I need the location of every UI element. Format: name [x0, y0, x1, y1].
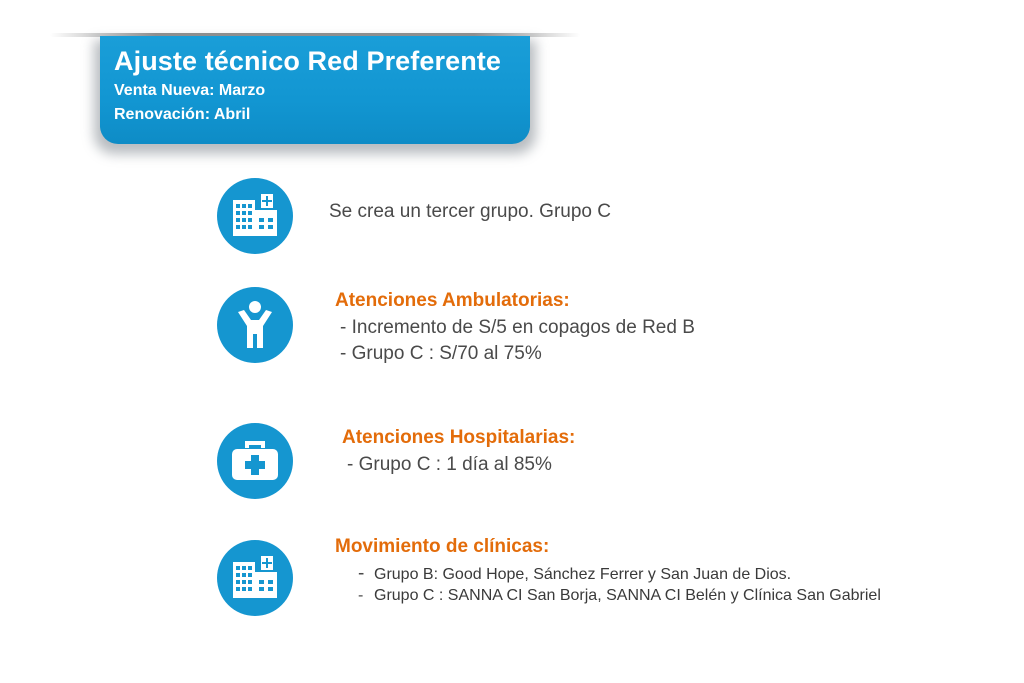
item-2-heading: Atenciones Ambulatorias:: [335, 290, 570, 311]
item-4-bullet-1: [358, 563, 791, 585]
item-4-bullet-2: [358, 587, 881, 605]
bullet-dash: -: [358, 563, 365, 584]
item-4-bullet-1-text: Grupo B: Good Hope, Sánchez Ferrer y San Juan de Dios.: [374, 566, 792, 583]
item-3-heading: Atenciones Hospitalarias:: [342, 427, 576, 448]
hospital-building-icon: [217, 540, 293, 616]
page-title: Ajuste técnico Red Preferente: [114, 46, 502, 76]
title-banner: [100, 36, 530, 144]
item-4-heading: Movimiento de clínicas:: [335, 536, 550, 557]
subtitle-sale: Venta Nueva: Marzo: [114, 82, 266, 99]
medical-kit-icon: [217, 423, 293, 499]
item-4-bullet-2-text: Grupo C : SANNA CI San Borja, SANNA CI Belén y Clínica San Gabriel: [374, 587, 881, 604]
subtitle-renewal: Renovación: Abril: [114, 106, 251, 123]
item-2-bullet-1: - Incremento de S/5 en copagos de Red B: [340, 317, 695, 338]
item-3-bullet-1: - Grupo C : 1 día al 85%: [347, 454, 552, 475]
person-icon: [217, 287, 293, 363]
hospital-building-icon: [217, 178, 293, 254]
bullet-dash: -: [358, 587, 364, 604]
item-2-bullet-2: - Grupo C : S/70 al 75%: [340, 343, 542, 364]
item-1-text: Se crea un tercer grupo. Grupo C: [329, 201, 611, 222]
